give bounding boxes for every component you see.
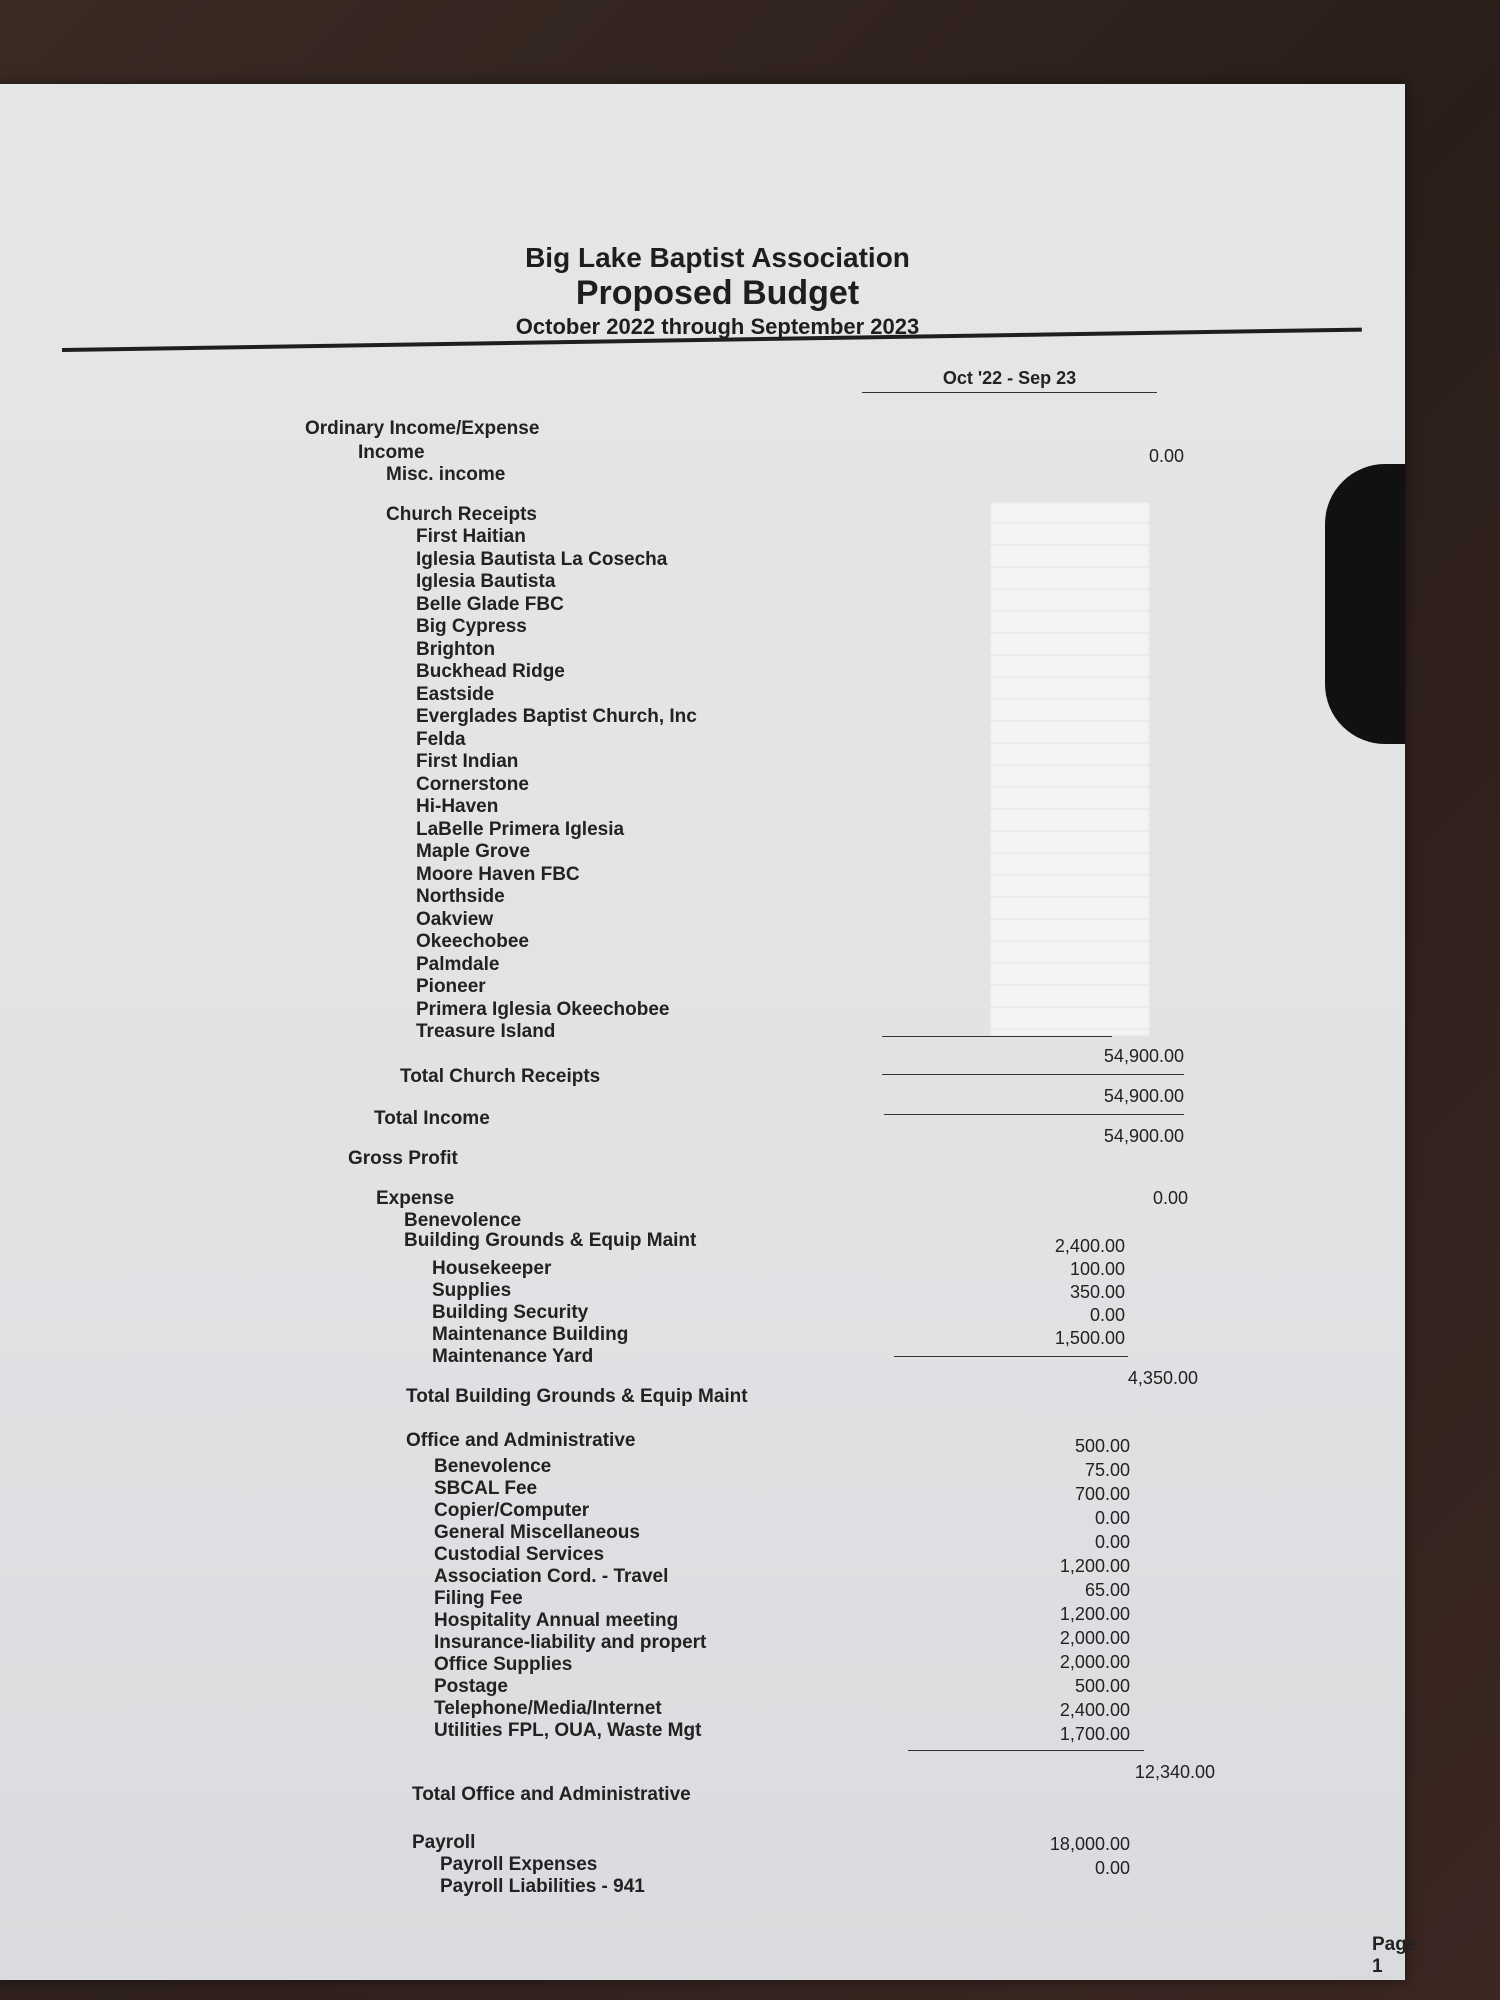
page-number: Page 1 [1372,1934,1418,1977]
org-name: Big Lake Baptist Association [525,242,910,273]
church-item: Eastside [416,683,495,705]
church-item: Okeechobee [416,931,529,952]
church-item: Everglades Baptist Church, Inc [416,706,697,727]
office-item-label: Postage [434,1676,508,1697]
bgem-item-value: 1,500.00 [1054,1328,1125,1348]
total-income-label: Total Income [374,1108,490,1129]
office-total-value: 12,340.00 [1134,1762,1215,1782]
church-item: Brighton [416,638,496,660]
bgem-item-value: 350.00 [1069,1282,1125,1302]
office-item-value: 2,000.00 [1059,1652,1130,1672]
office-item-label: Filing Fee [434,1588,523,1609]
office-item-label: General Miscellaneous [434,1522,640,1543]
bgem-item-label: Supplies [432,1280,512,1301]
office-item-label: Telephone/Media/Internet [434,1698,662,1719]
church-receipts-label: Church Receipts [386,504,537,525]
office-item-label: Custodial Services [434,1544,605,1565]
payroll-item-value: 0.00 [1094,1858,1130,1878]
bgem-item-label: Housekeeper [432,1258,552,1279]
payroll-label: Payroll [412,1832,476,1853]
church-item: LaBelle Primera Iglesia [416,818,625,840]
total-church-receipts-value: 54,900.00 [1103,1046,1184,1066]
church-item: Iglesia Bautista [416,571,556,592]
office-label: Office and Administrative [406,1430,636,1451]
benevolence-label: Benevolence [404,1210,522,1231]
bgem-item-label: Maintenance Building [432,1324,629,1345]
office-item-value: 75.00 [1084,1460,1130,1480]
office-item-value: 500.00 [1074,1676,1130,1696]
church-item: First Haitian [416,526,526,547]
doc-period: October 2022 through September 2023 [515,314,920,339]
office-item-value: 0.00 [1094,1532,1130,1552]
church-item: Primera Iglesia Okeechobee [416,998,670,1020]
gross-profit-label: Gross Profit [348,1148,458,1169]
office-item-label: Utilities FPL, OUA, Waste Mgt [434,1720,702,1741]
dark-object [1325,464,1405,744]
bgem-total-label: Total Building Grounds & Equip Maint [406,1386,748,1407]
church-item: Pioneer [416,976,486,997]
income-label: Income [358,442,425,463]
misc-income-value: 0.00 [1148,446,1184,466]
church-item: Moore Haven FBC [416,863,580,885]
office-total-label: Total Office and Administrative [412,1784,691,1805]
church-item: Buckhead Ridge [416,661,565,682]
bgem-item-label: Maintenance Yard [432,1346,594,1367]
office-item-label: Insurance-liability and propert [434,1632,707,1653]
office-item-value: 2,000.00 [1059,1628,1130,1648]
church-item: Big Cypress [416,616,527,637]
payroll-item-label: Payroll Expenses [440,1854,598,1875]
expense-label: Expense [376,1188,455,1209]
office-item-label: SBCAL Fee [434,1478,538,1499]
office-item-value: 1,200.00 [1059,1604,1130,1624]
church-item: Felda [416,728,466,750]
church-item: Northside [416,886,505,907]
office-item-value: 2,400.00 [1059,1700,1130,1720]
payroll-item-value: 18,000.00 [1049,1834,1130,1854]
total-church-receipts-label: Total Church Receipts [400,1066,601,1087]
total-rule [882,1074,1184,1075]
church-item: Iglesia Bautista La Cosecha [416,548,668,570]
office-item-value: 65.00 [1084,1580,1130,1600]
bgem-total-value: 4,350.00 [1127,1368,1198,1388]
church-item: First Indian [416,751,519,772]
office-item-value: 700.00 [1074,1484,1130,1504]
bgem-label: Building Grounds & Equip Maint [404,1230,697,1251]
total-income-value: 54,900.00 [1103,1086,1184,1106]
church-item: Treasure Island [416,1021,556,1042]
doc-title: Proposed Budget [575,274,860,312]
church-item: Palmdale [416,953,500,975]
office-item-label: Office Supplies [434,1654,573,1675]
office-item-label: Benevolence [434,1456,552,1477]
bgem-item-label: Building Security [432,1302,589,1323]
office-item-label: Association Cord. - Travel [434,1566,669,1587]
subtotal-rule [882,1036,1112,1037]
bgem-item-value: 0.00 [1089,1305,1125,1325]
misc-income-label: Misc. income [386,464,506,485]
payroll-item-label: Payroll Liabilities - 941 [440,1876,645,1897]
subtotal-rule [908,1750,1144,1751]
office-item-value: 0.00 [1094,1508,1130,1528]
budget-paper [0,84,1418,1980]
subtotal-rule [894,1356,1128,1357]
column-header-rule [862,392,1157,393]
church-item: Cornerstone [416,773,529,795]
bgem-item-value: 2,400.00 [1054,1236,1125,1256]
ordinary-income-label: Ordinary Income/Expense [305,418,540,439]
office-item-value: 1,700.00 [1059,1724,1130,1744]
office-item-value: 1,200.00 [1059,1556,1130,1576]
gross-profit-value: 54,900.00 [1103,1126,1184,1146]
office-item-label: Hospitality Annual meeting [434,1610,679,1631]
office-item-value: 500.00 [1074,1436,1130,1456]
bgem-item-value: 100.00 [1069,1259,1125,1279]
church-item: Belle Glade FBC [416,593,564,615]
church-item: Oakview [416,908,494,930]
redaction-tape [990,502,1150,1036]
church-item: Hi-Haven [416,796,499,817]
church-item: Maple Grove [416,841,531,862]
total-rule [884,1114,1184,1115]
column-header: Oct '22 - Sep 23 [942,368,1077,388]
benevolence-value: 0.00 [1152,1188,1188,1208]
office-item-label: Copier/Computer [434,1500,590,1521]
